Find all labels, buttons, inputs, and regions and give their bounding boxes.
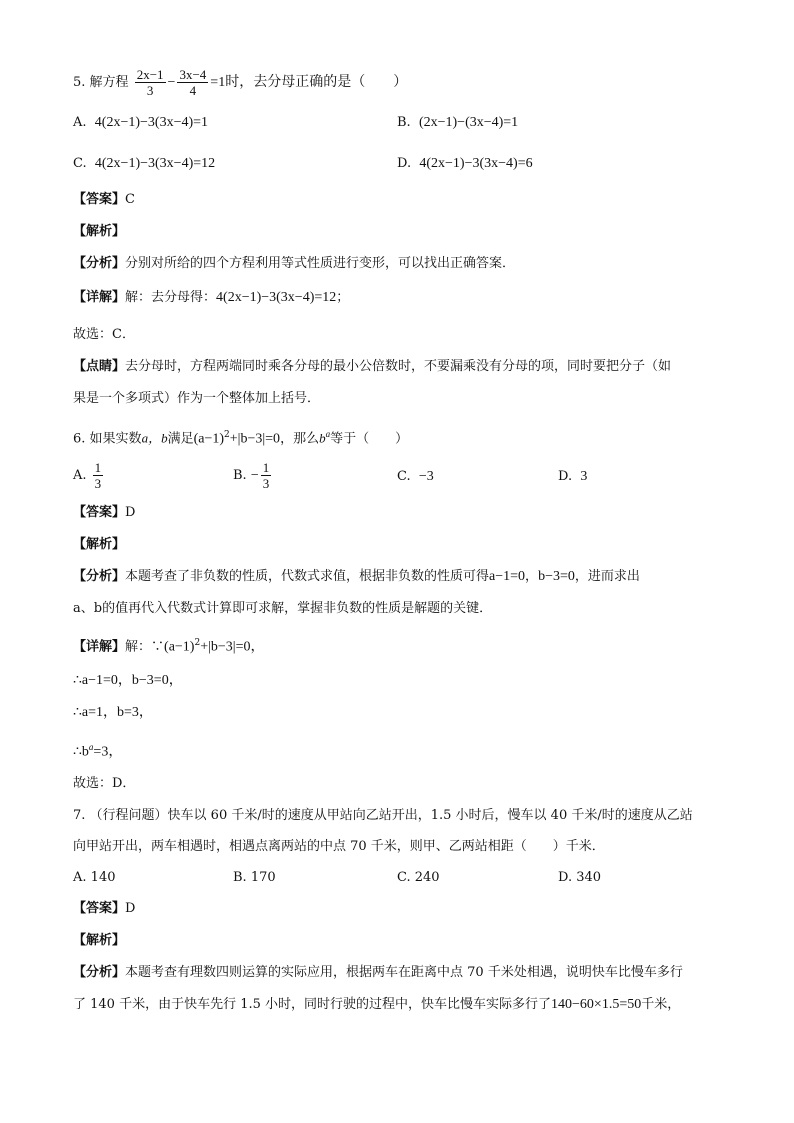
q6-stem: 6. 如果实数a，b满足$(a-1)^2+|b-3|=0$，那么$b^a$等于（ ）: [73, 429, 409, 447]
q6-option-a[interactable]: A. $\frac{1}{3}$: [73, 460, 102, 491]
q5-fenxi: 【分析】分别对所给的四个方程利用等式性质进行变形，可以找出正确答案．: [73, 256, 516, 271]
q7-answer: 【答案】D: [73, 901, 136, 916]
q6-option-c[interactable]: C. −3: [397, 469, 434, 484]
q5-number: 5.: [73, 75, 86, 90]
q6-step-2: ∴a=1，b=3，: [73, 705, 153, 720]
q6-analysis-heading: 【解析】: [73, 537, 126, 552]
q5-option-c[interactable]: C. 4(2x−1)−3(3x−4)=12: [73, 156, 216, 171]
q7-stem-1: 7. （行程问题）快车以 60 千米/时的速度从甲站向乙站开出，1.5 小时后，慢车以 40 千米/时的速度从乙站: [73, 808, 693, 823]
q5-dianjing-1: 【点睛】去分母时，方程两端同时乘各分母的最小公倍数时，不要漏乘没有分母的项，同时要把分子（如: [73, 359, 672, 374]
q5-stem-eq: =1时，去分母正确的是（ ）: [210, 75, 408, 90]
q5-option-b[interactable]: B. (2x−1)−(3x−4)=1: [397, 115, 519, 130]
q7-stem-2: 向甲站开出，两车相遇时，相遇点离两站的中点 70 千米，则甲、乙两站相距（ ）千米．: [73, 839, 605, 854]
q5-option-a[interactable]: A. 4(2x−1)−3(3x−4)=1: [73, 115, 209, 130]
q6-step-3: $\therefore b^a=3$，: [73, 742, 123, 760]
q6-fenxi-1: 【分析】本题考查了非负数的性质，代数式求值，根据非负数的性质可得a−1=0，b−3=0，进而求出: [73, 569, 640, 584]
q7-option-d[interactable]: D. 340: [558, 870, 602, 885]
q7-option-b[interactable]: B. 170: [233, 870, 276, 885]
q6-answer: 【答案】D: [73, 505, 136, 520]
q5-fraction-1: $\frac{2x-1}{3}$: [136, 67, 164, 98]
q5-option-d[interactable]: D. 4(2x−1)−3(3x−4)=6: [397, 156, 533, 171]
q5-dianjing-2: 果是一个多项式）作为一个整体加上括号．: [73, 391, 321, 406]
q6-option-b[interactable]: B. − $\frac{1}{3}$: [233, 460, 270, 491]
q7-option-a[interactable]: A. 140: [73, 870, 116, 885]
q5-answer: 【答案】C: [73, 192, 135, 207]
q6-xiangjie: 【详解】解：$\because(a-1)^2+|b-3|=0$，: [73, 638, 265, 655]
q6-fenxi-2: a、b的值再代入代数式计算即可求解，掌握非负数的性质是解题的关键．: [73, 601, 493, 616]
q5-analysis-heading: 【解析】: [73, 224, 126, 239]
q6-guxuan: 故选：D．: [73, 776, 136, 791]
q5-fraction-2: $\frac{3x-4}{4}$: [179, 67, 207, 98]
q6-step-1: ∴a−1=0，b−3=0，: [73, 673, 183, 688]
q5-xiangjie: 【详解】解：去分母得：4(2x−1)−3(3x−4)=12；: [73, 290, 350, 305]
q7-fenxi-1: 【分析】本题考查有理数四则运算的实际应用，根据两车在距离中点 70 千米处相遇，说明快车比慢车多行: [73, 965, 683, 980]
q7-option-c[interactable]: C. 240: [397, 870, 440, 885]
q5-stem: 5. 解方程 $\frac{2x-1}{3}$ − $\frac{3x-4}{4}$ =1时，去分母正确的是（ ）: [73, 67, 408, 98]
q7-analysis-heading: 【解析】: [73, 933, 126, 948]
q5-stem-prefix: 解方程: [89, 75, 129, 90]
q5-guxuan: 故选：C．: [73, 327, 135, 342]
q7-fenxi-2: 了 140 千米，由于快车先行 1.5 小时，同时行驶的过程中，快车比慢车实际多行了140−60×1.5=50千米，: [73, 997, 681, 1012]
q6-option-d[interactable]: D. 3: [558, 469, 588, 484]
